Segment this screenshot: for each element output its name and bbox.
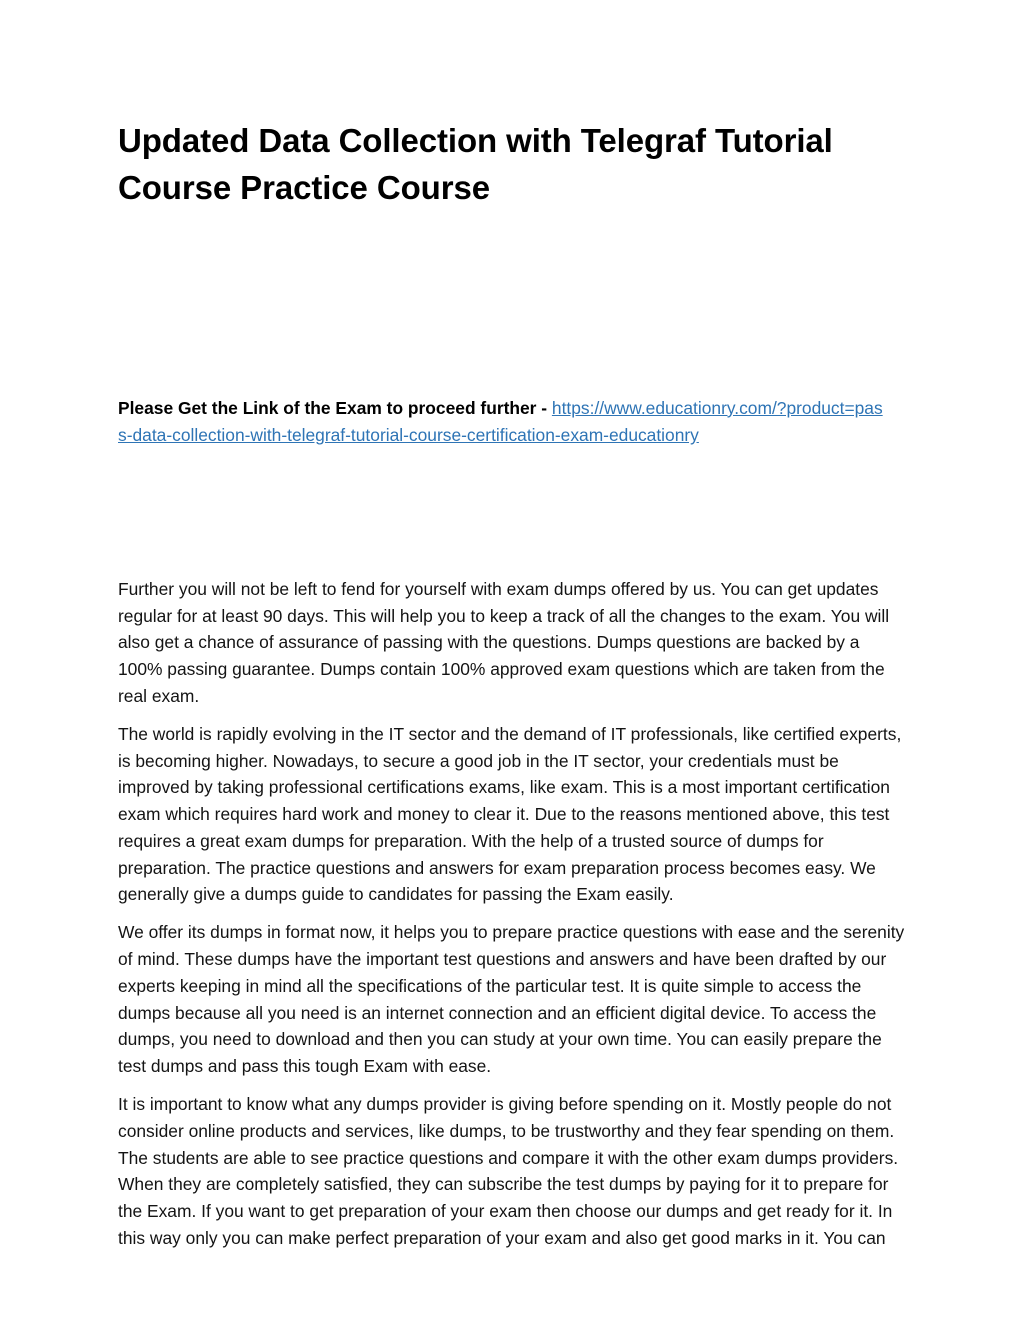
page-title: Updated Data Collection with Telegraf Tutorial Course Practice Course [118,122,833,206]
body-paragraph-4: It is important to know what any dumps provider is giving before spending on it. Mostly people do not consider online products and services, like dumps, to be trustworthy and they fear spending on them. The students are able to see practice questions and compare it with the other exam dumps providers. When they are completely satisfied, they can subscribe the test dumps by paying for it to prepare for the Exam. If you want to get preparation of your exam then choose our dumps and get ready for it. In this way only you can make perfect preparation of your exam and also get good marks in it. You can [118,1094,899,1249]
link-spacer [118,450,906,576]
title-spacer [118,212,906,395]
body-paragraph-2: The world is rapidly evolving in the IT sector and the demand of IT professionals, like certified experts, is becoming higher. Nowadays, to secure a good job in the IT sector, your credentials must be improved by taking professional certifications exams, like exam. This is a most important certification exam which requires hard work and money to clear it. Due to the reasons mentioned above, this test requires a great exam dumps for preparation. With the help of a trusted source of dumps for preparation. The practice questions and answers for exam preparation process becomes easy. We generally give a dumps guide to candidates for passing the Exam easily. [118,723,902,905]
document-content-column [118,0,906,1252]
body-paragraph-3: We offer its dumps in format now, it helps you to prepare practice questions with ease and the serenity of mind. These dumps have the important test questions and answers and have been drafted by our experts keeping in mind all the specifications of the particular test. It is quite simple to access the dumps because all you need is an internet connection and an efficient digital device. To access the dumps, you need to download and then you can study at your own time. You can easily prepare the test dumps and pass this tough Exam with ease. [118,922,905,1077]
exam-product-link[interactable]: https://www.educationry.com/?product=pass-data-collection-with-telegraf-tutorial-course-certification-exam-educationry [118,397,883,446]
exam-link-lead-text: Please Get the Link of the Exam to proceed further - [118,397,552,418]
body-paragraph-1: Further you will not be left to fend for yourself with exam dumps offered by us. You can get updates regular for at least 90 days. This will help you to keep a track of all the changes to the exam. You will also get a chance of assurance of passing with the questions. Dumps questions are backed by a 100% passing guarantee. Dumps contain 100% approved exam questions which are taken from the real exam. [118,578,890,706]
exam-link-paragraph [118,395,890,450]
